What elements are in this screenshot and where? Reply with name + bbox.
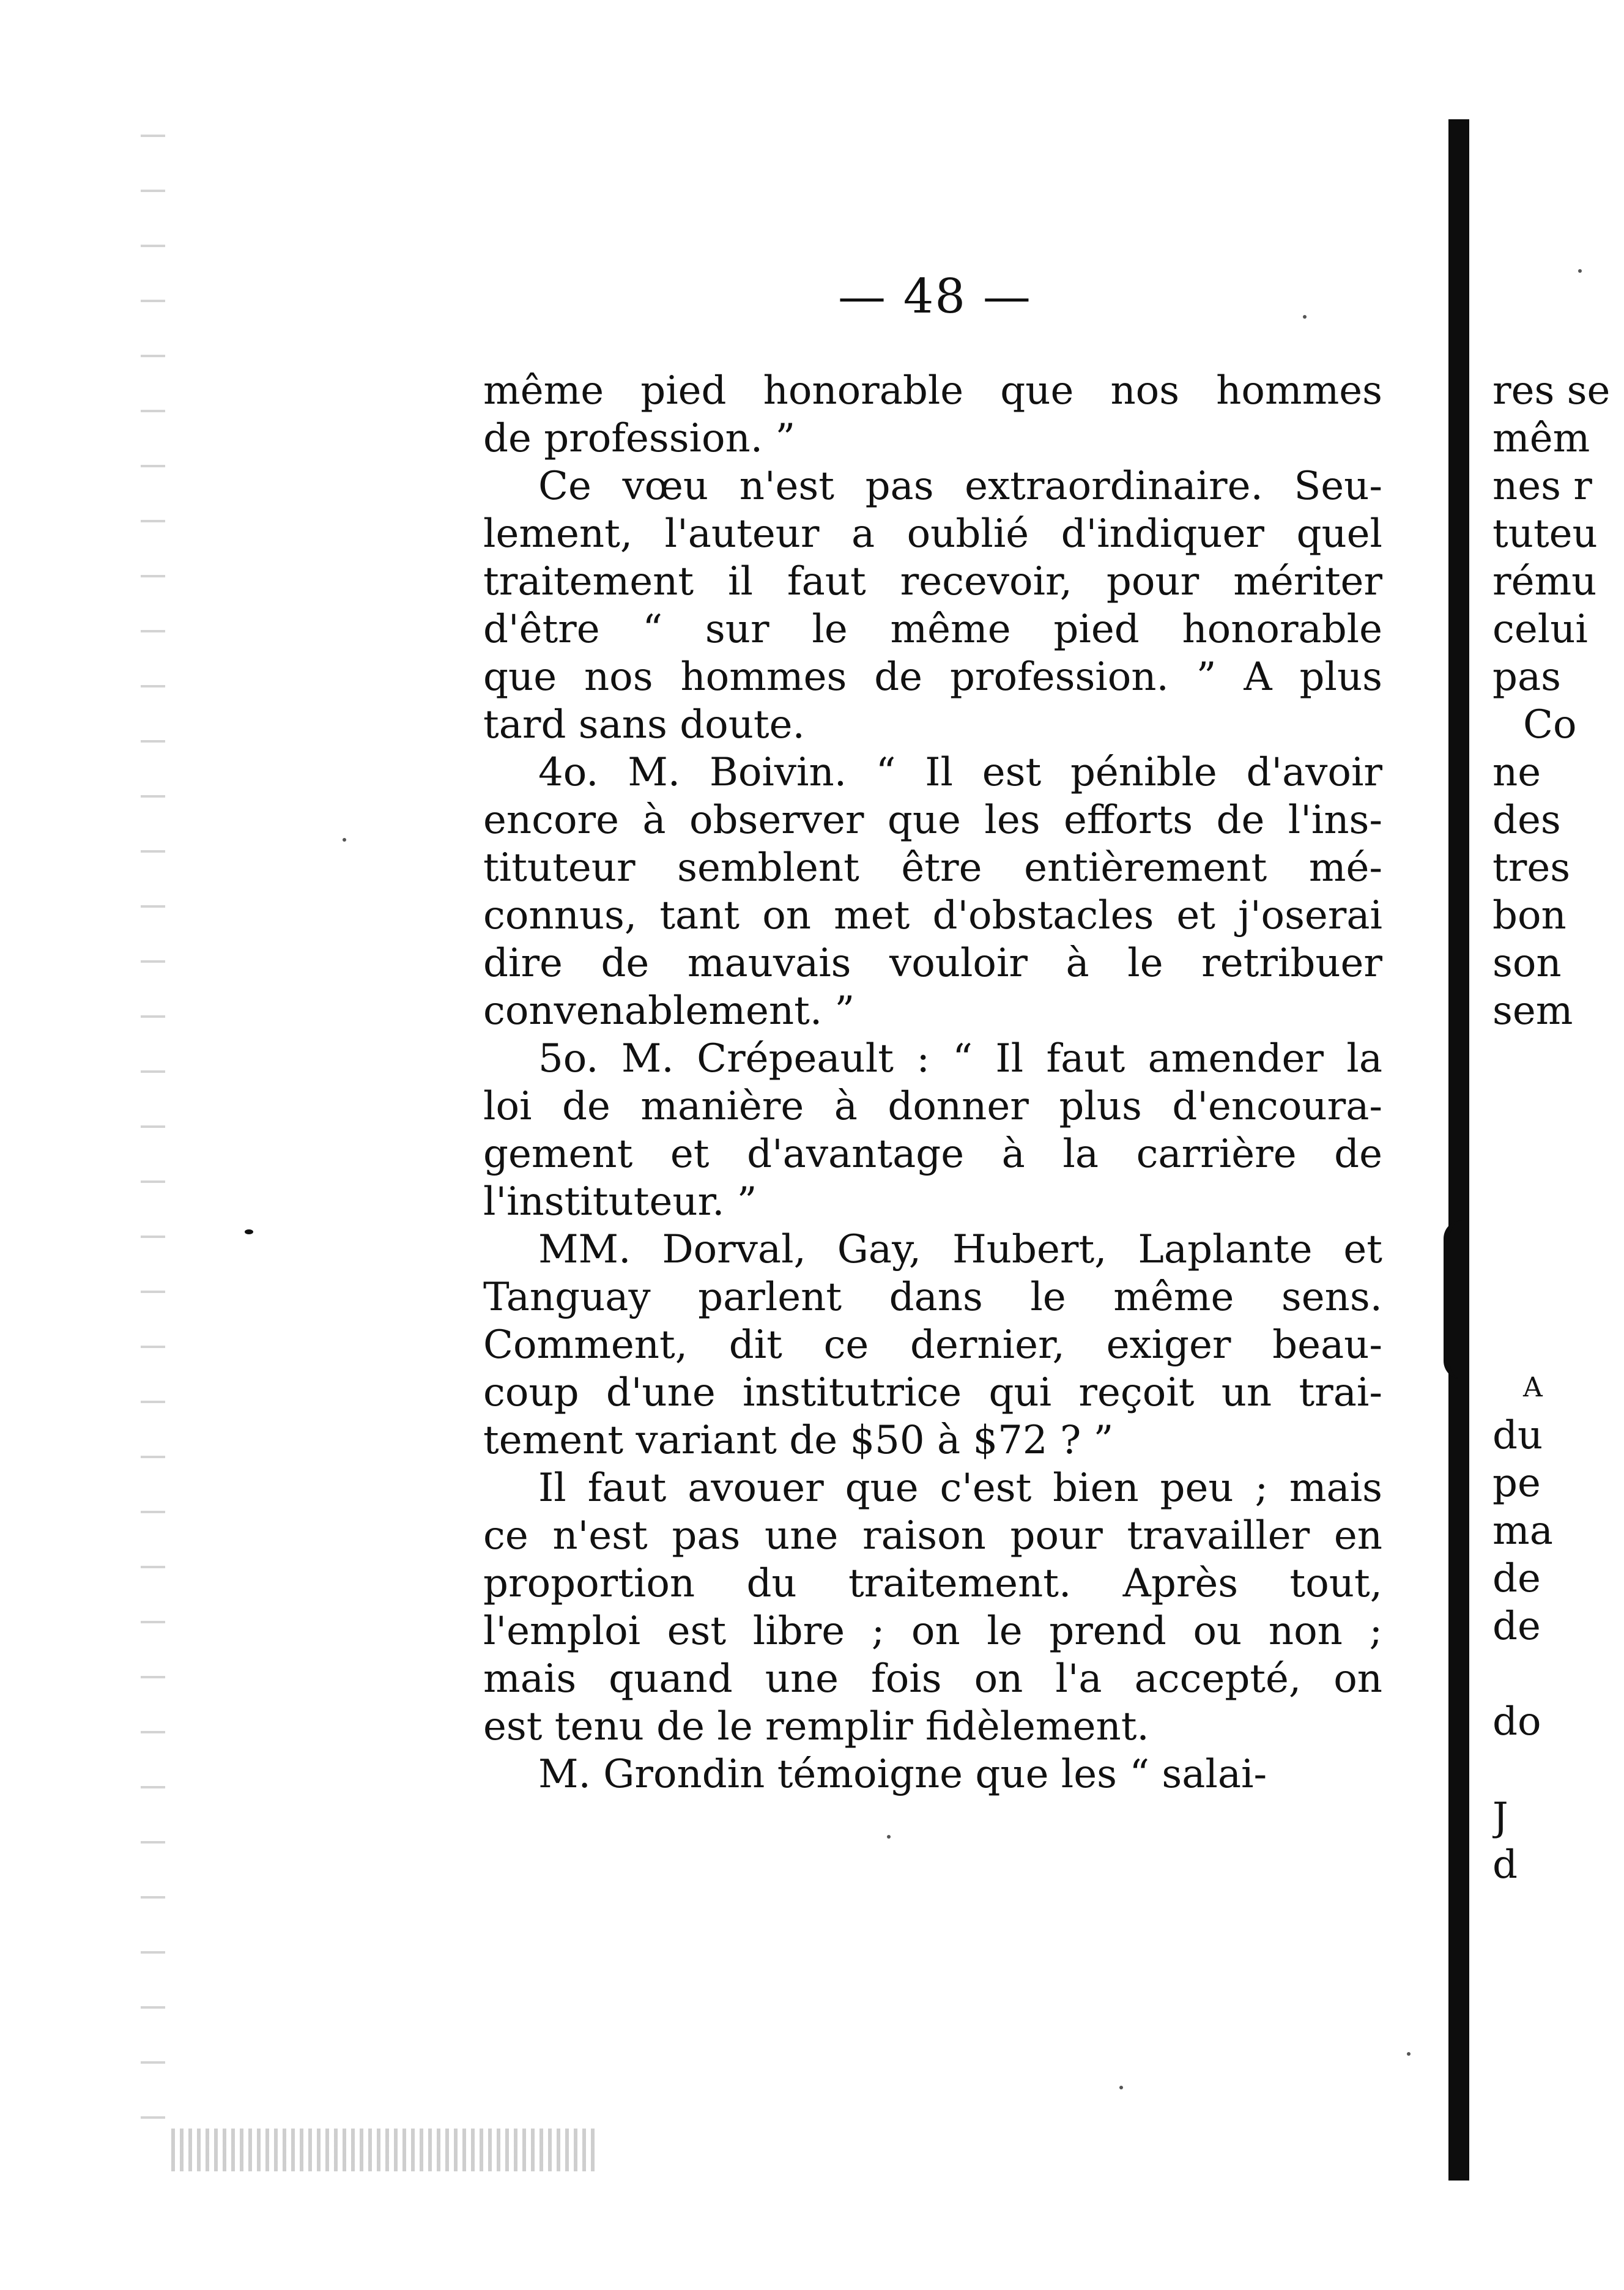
ink-speck (887, 1835, 891, 1839)
facing-line: du (1492, 1413, 1543, 1458)
text-line: Ce vœu n'est pas extraordinaire. Seu- (538, 464, 1382, 509)
text-line: lement, l'auteur a oublié d'indiquer quel (483, 511, 1382, 557)
text-line: encore à observer que les efforts de l'ins- (483, 798, 1382, 843)
scan-bottom-noise (171, 2129, 599, 2171)
facing-line: des (1492, 798, 1561, 843)
facing-line: tuteu (1492, 511, 1598, 557)
facing-line: bon (1492, 893, 1567, 938)
text-line: loi de manière à donner plus d'encoura- (483, 1084, 1382, 1129)
text-line: d'être “ sur le même pied honorable (483, 607, 1382, 652)
text-line: même pied honorable que nos hommes (483, 368, 1382, 413)
facing-line: do (1492, 1699, 1541, 1744)
text-line: traitement il faut recevoir, pour mériter (483, 559, 1382, 604)
text-line: 5o. M. Crépeault : “ Il faut amender la (538, 1036, 1382, 1081)
facing-page-upper-column (1492, 367, 1624, 1035)
facing-line (1492, 1650, 1624, 1698)
page-number: — 48 — (838, 269, 1032, 324)
facing-line: d (1492, 1842, 1518, 1888)
facing-line: de (1492, 1604, 1541, 1649)
ink-speck (1119, 2086, 1123, 2089)
text-line: convenablement. ” (483, 988, 855, 1034)
facing-line: pas (1492, 654, 1561, 700)
text-line: M. Grondin témoigne que les “ salai- (538, 1752, 1267, 1797)
facing-line: pe (1492, 1461, 1541, 1506)
ink-speck (1578, 269, 1582, 273)
text-line: connus, tant on met d'obstacles et j'oserai (483, 893, 1382, 938)
facing-line (1492, 1746, 1624, 1793)
text-line: Tanguay parlent dans le même sens. (483, 1275, 1382, 1320)
text-line: tement variant de $50 à $72 ? ” (483, 1418, 1114, 1463)
facing-line: tres (1492, 845, 1571, 891)
facing-line: mêm (1492, 416, 1590, 461)
text-line: proportion du traitement. Après tout, (483, 1561, 1382, 1606)
facing-line: sem (1492, 988, 1573, 1034)
facing-page-lower-column (1492, 1364, 1624, 1889)
text-line: Comment, dit ce dernier, exiger beau- (483, 1322, 1382, 1368)
facing-line: J (1492, 1795, 1508, 1840)
text-line: gement et d'avantage à la carrière de (483, 1132, 1382, 1177)
facing-line: celui (1492, 607, 1588, 652)
text-line: MM. Dorval, Gay, Hubert, Laplante et (538, 1227, 1382, 1272)
text-line: l'emploi est libre ; on le prend ou non ; (483, 1609, 1382, 1654)
text-line: de profession. ” (483, 416, 796, 461)
facing-line: son (1492, 941, 1562, 986)
ink-speck (1407, 2052, 1411, 2056)
text-line: 4o. M. Boivin. “ Il est pénible d'avoir (538, 750, 1382, 795)
text-line: tard sans doute. (483, 702, 805, 747)
facing-line: de (1492, 1556, 1541, 1601)
ink-speck (245, 1229, 253, 1234)
text-line: Il faut avouer que c'est bien peu ; mais (538, 1466, 1382, 1511)
text-line: mais quand une fois on l'a accepté, on (483, 1656, 1382, 1702)
facing-line: ma (1492, 1508, 1553, 1554)
text-line: est tenu de le remplir fidèlement. (483, 1704, 1149, 1749)
text-line: coup d'une institutrice qui reçoit un trai- (483, 1370, 1382, 1415)
book-gutter (1448, 119, 1469, 2181)
main-text-column (483, 367, 1382, 1798)
text-line: dire de mauvais vouloir à le retribuer (483, 941, 1382, 986)
text-line: l'instituteur. ” (483, 1179, 757, 1225)
facing-line: nes r (1492, 464, 1592, 509)
text-line: ce n'est pas une raison pour travailler en (483, 1513, 1382, 1558)
facing-line: rému (1492, 559, 1597, 604)
facing-line: Co (1523, 702, 1577, 747)
text-line: tituteur semblent être entièrement mé- (483, 845, 1382, 891)
text-line: que nos hommes de profession. ” A plus (483, 654, 1382, 700)
scan-edge-noise (141, 110, 165, 2159)
facing-line: ne (1492, 750, 1541, 795)
facing-line: res se (1492, 368, 1611, 413)
ink-speck (1303, 315, 1307, 319)
ink-speck (343, 838, 346, 842)
facing-line: A (1523, 1372, 1543, 1403)
